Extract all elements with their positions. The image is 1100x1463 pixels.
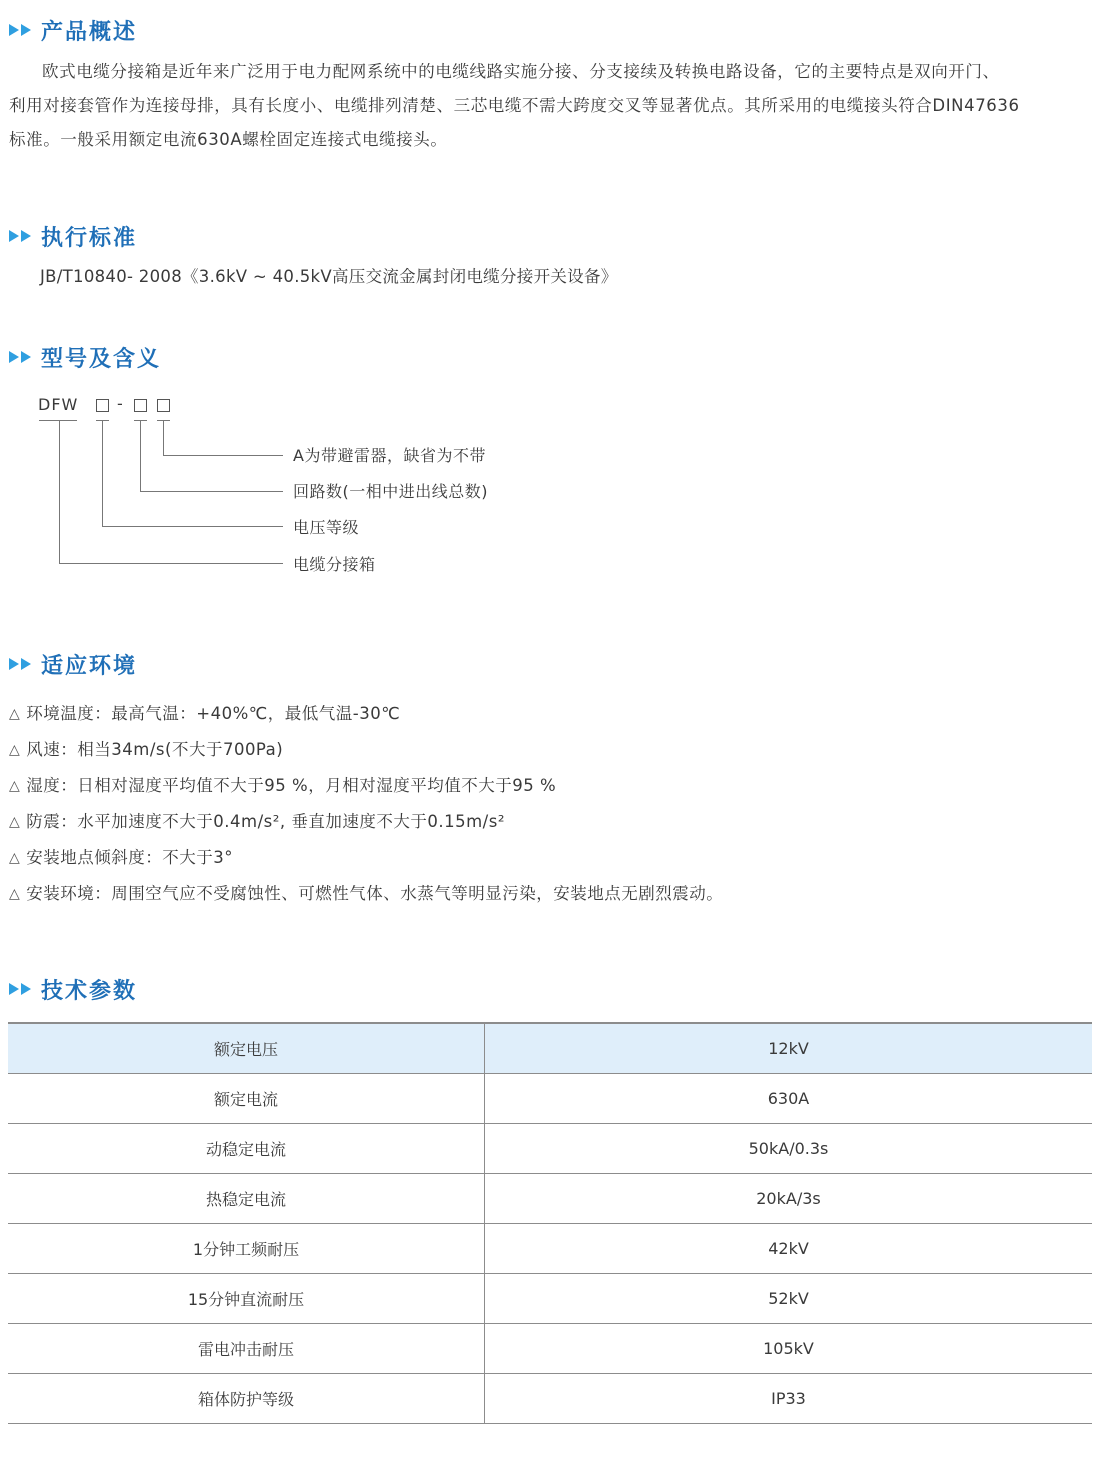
model-label-circuits: 回路数(一相中进出线总数): [293, 482, 488, 501]
section-header-environment: [9, 649, 137, 679]
section-title-environment: 适应环境: [41, 653, 138, 679]
param-value: IP33: [485, 1374, 1093, 1424]
arrester-placeholder-box: [157, 399, 170, 412]
leader-line: [59, 420, 60, 564]
model-label-voltage: 电压等级: [293, 518, 360, 537]
section-title-model: 型号及含义: [41, 346, 162, 372]
leader-line: [102, 420, 103, 527]
leader-line: [163, 455, 283, 456]
param-value: 12kV: [485, 1023, 1093, 1074]
section-header-overview: [9, 15, 137, 45]
double-arrow-icon: [9, 24, 33, 36]
params-table: [8, 1022, 1092, 1424]
param-name: 额定电压: [8, 1023, 485, 1074]
section-header-params: [9, 974, 137, 1004]
env-item-text: 安装地点倾斜度：不大于3°: [26, 848, 234, 867]
env-item-text: 安装环境：周围空气应不受腐蚀性、可燃性气体、水蒸气等明显污染，安装地点无剧烈震动。: [26, 884, 724, 903]
param-value: 20kA/3s: [485, 1174, 1093, 1224]
standard-text: JB/T10840- 2008《3.6kV ~ 40.5kV高压交流金属封闭电缆分接开关设备》: [40, 267, 618, 286]
triangle-icon: △: [9, 886, 21, 902]
triangle-icon: △: [9, 814, 21, 830]
table-row: [8, 1374, 1092, 1424]
triangle-icon: △: [9, 850, 21, 866]
model-code: DFW: [38, 395, 79, 414]
circuit-placeholder-box: [134, 399, 147, 412]
triangle-icon: △: [9, 706, 21, 722]
section-title-params: 技术参数: [41, 978, 138, 1004]
list-item: [9, 804, 723, 840]
param-name: 额定电流: [8, 1074, 485, 1124]
section-header-standard: [9, 221, 137, 251]
table-row: [8, 1224, 1092, 1274]
env-item-text: 风速：相当34m/s(不大于700Pa): [26, 740, 284, 759]
section-title-standard: 执行标准: [41, 225, 138, 251]
param-name: 热稳定电流: [8, 1174, 485, 1224]
leader-line: [59, 563, 283, 564]
overview-paragraph: [9, 55, 1094, 157]
param-value: 50kA/0.3s: [485, 1124, 1093, 1174]
param-name: 雷电冲击耐压: [8, 1324, 485, 1374]
triangle-icon: △: [9, 778, 21, 794]
list-item: [9, 876, 723, 912]
list-item: [9, 696, 723, 732]
param-name: 15分钟直流耐压: [8, 1274, 485, 1324]
double-arrow-icon: [9, 351, 33, 363]
section-header-model: [9, 342, 161, 372]
list-item: [9, 768, 723, 804]
param-value: 42kV: [485, 1224, 1093, 1274]
table-row: [8, 1274, 1092, 1324]
param-name: 箱体防护等级: [8, 1374, 485, 1424]
double-arrow-icon: [9, 230, 33, 242]
overview-line: 欧式电缆分接箱是近年来广泛用于电力配网系统中的电缆线路实施分接、分支接续及转换电路设备，它的主要特点是双向开门、: [42, 62, 1000, 81]
list-item: [9, 840, 723, 876]
triangle-icon: △: [9, 742, 21, 758]
table-row: [8, 1074, 1092, 1124]
param-value: 630A: [485, 1074, 1093, 1124]
param-value: 52kV: [485, 1274, 1093, 1324]
code-underline: [39, 420, 77, 421]
overview-line: 标准。一般采用额定电流630A螺栓固定连接式电缆接头。: [9, 130, 448, 149]
voltage-placeholder-box: [96, 399, 109, 412]
env-item-text: 防震：水平加速度不大于0.4m/s², 垂直加速度不大于0.15m/s²: [26, 812, 505, 831]
list-item: [9, 732, 723, 768]
env-item-text: 环境温度：最高气温：+40%℃，最低气温-30℃: [26, 704, 401, 723]
table-row: [8, 1324, 1092, 1374]
param-name: 动稳定电流: [8, 1124, 485, 1174]
leader-line: [140, 491, 283, 492]
leader-line: [102, 526, 283, 527]
param-name: 1分钟工频耐压: [8, 1224, 485, 1274]
table-row: [8, 1174, 1092, 1224]
leader-line: [163, 420, 164, 456]
double-arrow-icon: [9, 658, 33, 670]
leader-line: [140, 420, 141, 492]
section-title-overview: 产品概述: [41, 19, 138, 45]
table-row: [8, 1124, 1092, 1174]
model-dash: -: [117, 394, 123, 413]
model-label-box: 电缆分接箱: [293, 555, 376, 574]
env-item-text: 湿度：日相对湿度平均值不大于95 %，月相对湿度平均值不大于95 %: [26, 776, 557, 795]
double-arrow-icon: [9, 983, 33, 995]
environment-list: [9, 696, 723, 912]
model-label-arrester: A为带避雷器，缺省为不带: [293, 446, 486, 465]
overview-line: 利用对接套管作为连接母排，具有长度小、电缆排列清楚、三芯电缆不需大跨度交叉等显著优点。其所采用的电缆接头符合DIN47636: [9, 96, 1020, 115]
table-row: [8, 1023, 1092, 1074]
param-value: 105kV: [485, 1324, 1093, 1374]
